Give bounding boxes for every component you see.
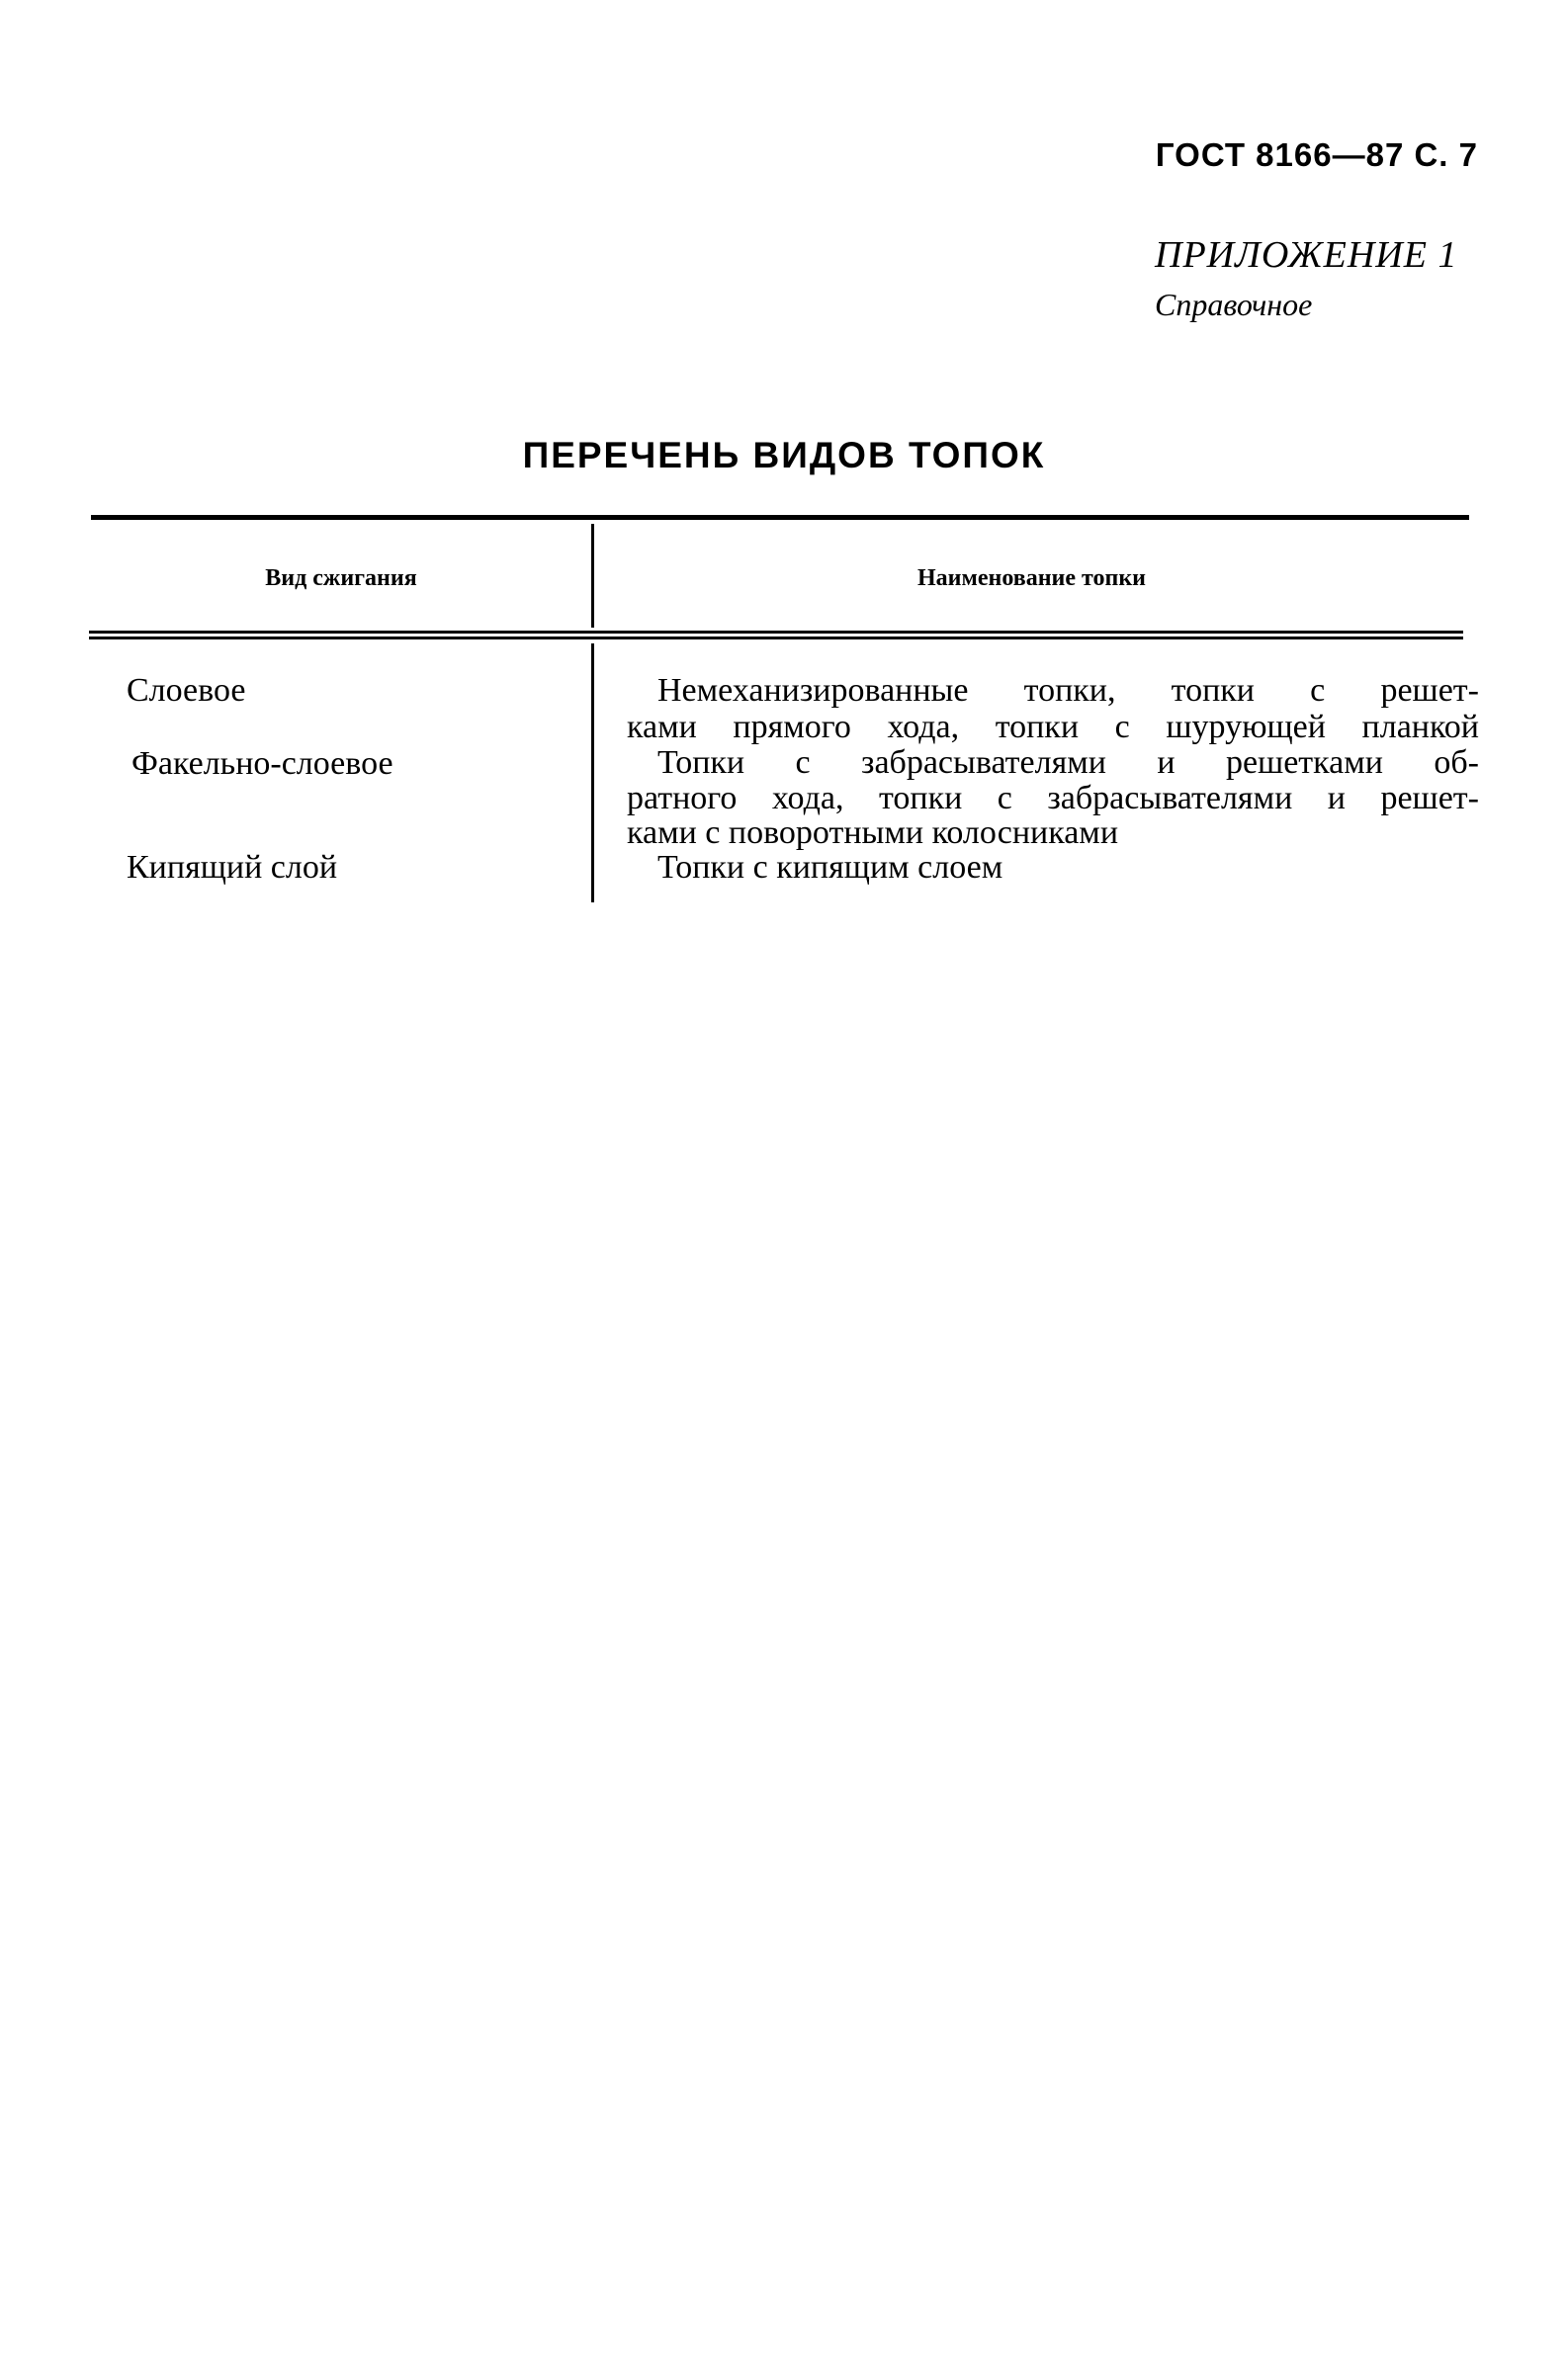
row-furnace-name-line: Немеханизированные топки, топки с решет- xyxy=(657,672,1479,709)
row-combustion-type: Слоевое xyxy=(127,672,246,709)
body-column-divider xyxy=(591,643,594,902)
table-top-rule xyxy=(91,515,1469,520)
column-header-combustion-type: Вид сжигания xyxy=(265,565,417,591)
document-header: ГОСТ 8166—87 С. 7 xyxy=(1155,136,1478,173)
column-header-furnace-name: Наименование топки xyxy=(917,565,1146,591)
row-furnace-name-line: ратного хода, топки с забрасывателями и решет- xyxy=(627,780,1479,816)
page-title: ПЕРЕЧЕНЬ ВИДОВ ТОПОК xyxy=(522,435,1046,475)
row-combustion-type: Кипящий слой xyxy=(127,849,338,886)
row-furnace-name-line: Топки с забрасывателями и решетками об- xyxy=(657,744,1479,781)
row-furnace-name-line: ками с поворотными колосниками xyxy=(627,814,1119,851)
row-furnace-name-line: ками прямого хода, топки с шурующей планкой xyxy=(627,709,1479,745)
header-double-rule xyxy=(89,637,1463,639)
row-combustion-type: Факельно-слоевое xyxy=(131,745,393,782)
row-furnace-name-line: Топки с кипящим слоем xyxy=(657,849,1003,886)
header-double-rule xyxy=(89,631,1463,634)
appendix-label: ПРИЛОЖЕНИЕ 1 xyxy=(1155,234,1458,276)
appendix-type: Справочное xyxy=(1155,287,1313,322)
